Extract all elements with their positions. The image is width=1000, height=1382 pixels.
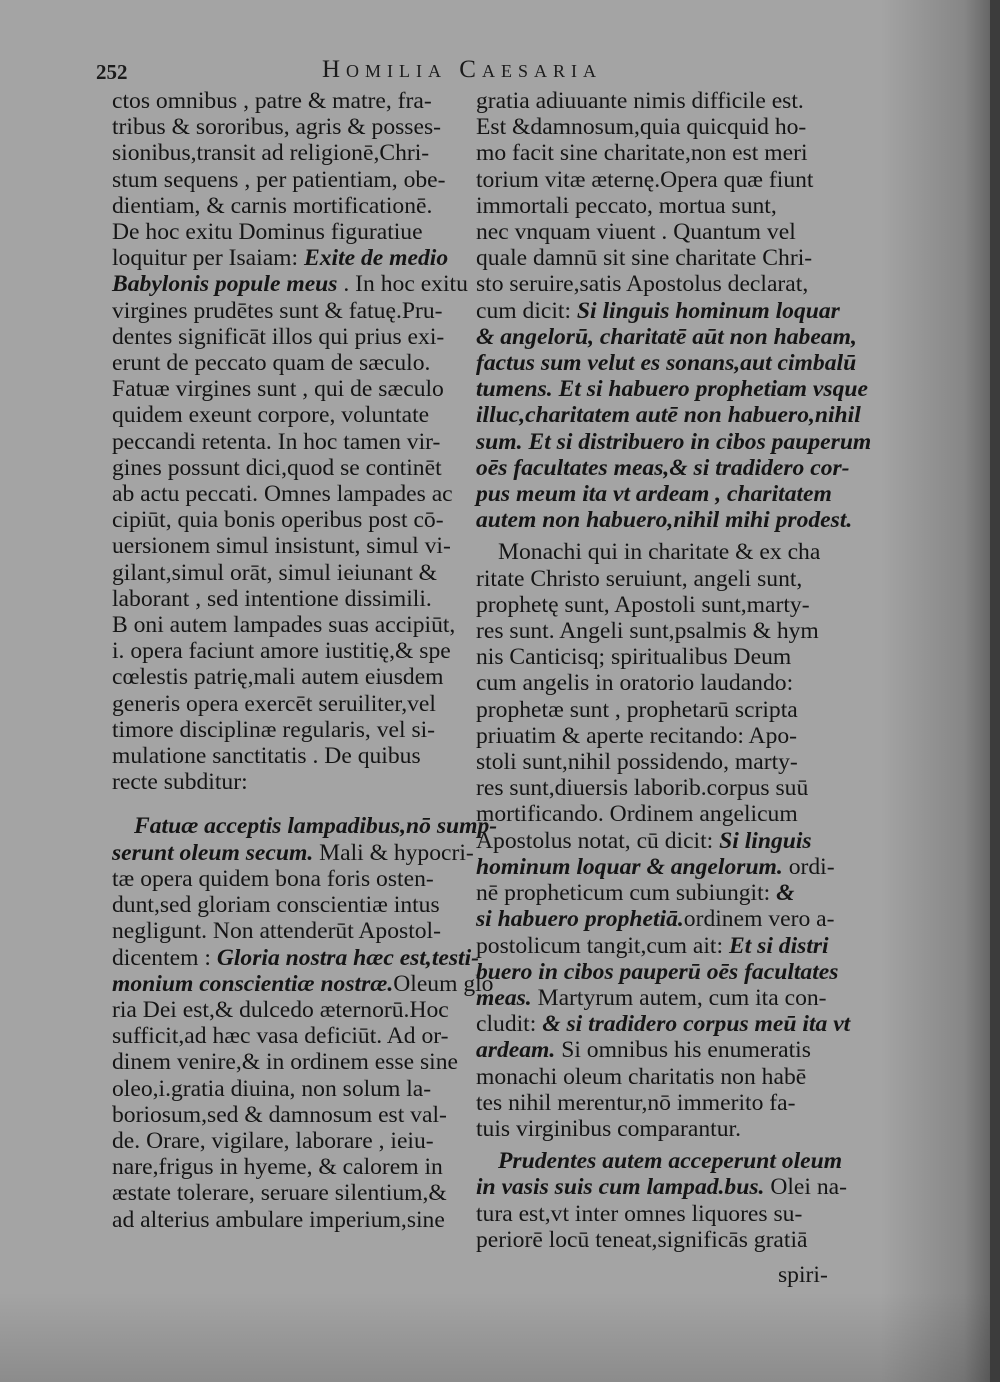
text-line: B oni autem lampades suas accipiūt, <box>112 612 456 639</box>
quotation-text: Si linguis <box>719 827 812 854</box>
text-line: immortali peccato, mortua sunt, <box>476 192 777 219</box>
text-line: illuc,charitatem autē non habuero,nihil <box>476 402 861 429</box>
text-line: cludit: & si tradidero corpus meū ita vt <box>476 1011 851 1038</box>
quotation-text: si habuero prophetiā. <box>476 906 684 933</box>
text-line: nare,frigus in hyeme, & calorem in <box>112 1154 443 1181</box>
quotation-text: Exite de medio <box>303 245 449 272</box>
quotation-text: serunt oleum secum. <box>112 839 314 866</box>
text-line: gines possunt dici,quod se continēt <box>112 454 442 481</box>
text-line: monium conscientiæ nostræ.Oleum glo <box>112 970 494 997</box>
text-line: Fatuæ virgines sunt , qui de sæculo <box>112 376 444 403</box>
text-line: postolicum tangit,cum ait: Et si distri <box>476 932 829 959</box>
text-line: cum dicit: Si linguis hominum loquar <box>476 297 840 324</box>
text-line: si habuero prophetiā.ordinem vero a- <box>476 906 835 933</box>
text-line: dicentem : Gloria nostra hæc est,testi- <box>112 944 479 971</box>
quotation-text: in vasis suis cum lampad.bus. <box>476 1174 765 1201</box>
text-line: timore disciplinæ regularis, vel si- <box>112 716 436 743</box>
text-line: tumens. Et si habuero prophetiam vsque <box>476 376 868 403</box>
text-line: tæ opera quidem bona foris osten- <box>112 865 434 892</box>
quotation-text: meas. <box>476 984 532 1011</box>
text-line: erunt de peccato quam de sæculo. <box>112 350 431 377</box>
quotation-text: hominum loquar & angelorum. <box>476 853 783 880</box>
text-line: loquitur per Isaiam: Exite de medio <box>112 245 449 272</box>
text-line: De hoc exitu Dominus figuratiue <box>112 219 423 246</box>
text-line: priuatim & aperte recitando: Apo- <box>476 722 798 749</box>
text-line: Monachi qui in charitate & ex cha <box>498 539 821 566</box>
text-line: uersionem simul insistunt, simul vi- <box>112 533 451 560</box>
text-line: cœlestis patrię,mali autem eiusdem <box>112 664 444 691</box>
text-line: gilant,simul orāt, simul ieiunant & <box>112 559 438 586</box>
text-line: de. Orare, vigilare, laborare , ieiu- <box>112 1127 434 1154</box>
text-line: meas. Martyrum autem, cum ita con- <box>476 984 827 1011</box>
quotation-text: ardeam. <box>476 1037 556 1064</box>
text-line: ctos omnibus , patre & matre, fra- <box>112 88 432 114</box>
quotation-text: & si tradidero corpus meū ita vt <box>542 1011 851 1038</box>
text-line: ab actu peccati. Omnes lampades ac <box>112 481 453 508</box>
text-line: & angelorū, charitatē aūt non habeam, <box>476 323 857 350</box>
text-line: dientiam, & carnis mortificationē. <box>112 192 433 219</box>
right-text-column <box>476 88 872 1253</box>
running-head: Homilia Caesaria <box>322 56 602 83</box>
text-line: cipiūt, quia bonis operibus post cō- <box>112 507 444 534</box>
text-line: dentes significāt illos qui prius exi- <box>112 323 445 350</box>
text-line: tes nihil merentur,nō immerito fa- <box>476 1089 796 1116</box>
quotation-text: Gloria nostra hæc est,testi- <box>216 944 479 971</box>
text-line: periorē locū teneat,significās gratiā <box>476 1226 808 1253</box>
text-line: prophetę sunt, Apostoli sunt,marty- <box>476 591 810 618</box>
text-line: nis Canticisq; spiritualibus Deum <box>476 644 792 671</box>
text-line: res sunt. Angeli sunt,psalmis & hym <box>476 618 819 645</box>
text-line: sum. Et si distribuero in cibos pauperum <box>476 428 872 455</box>
text-line: sto seruire,satis Apostolus declarat, <box>476 271 809 298</box>
text-line: tribus & sororibus, agris & posses- <box>112 114 441 141</box>
text-line: oleo,i.gratia diuina, non solum la- <box>112 1075 432 1102</box>
text-line: recte subditur: <box>112 769 248 796</box>
text-line <box>112 813 498 840</box>
text-line: Apostolus notat, cū dicit: Si linguis <box>476 827 812 854</box>
text-line: Prudentes autem acceperunt oleum <box>498 1148 843 1175</box>
text-line: stoli sunt,nihil possidendo, marty- <box>476 749 798 776</box>
quotation-text: Si linguis hominum loquar <box>576 297 840 324</box>
text-line: quidem exeunt corpore, voluntate <box>112 402 430 429</box>
text-line: mortificando. Ordinem angelicum <box>476 801 798 828</box>
text-line: Babylonis popule meus . In hoc exitu <box>112 271 468 298</box>
left-text-column <box>112 88 498 1233</box>
text-line: ritate Christo seruiunt, angeli sunt, <box>476 565 803 592</box>
text-line: peccandi retenta. In hoc tamen vir- <box>112 428 441 455</box>
text-line: gratia adiuuante nimis difficile est. <box>476 88 804 114</box>
text-line: nec vnquam viuent . Quantum vel <box>476 219 796 246</box>
quotation-text: Fatuæ acceptis lampadibus,nō sump- <box>134 813 498 840</box>
paragraph-gap <box>112 795 472 813</box>
text-line: pus meum ita vt ardeam , charitatem <box>476 481 832 508</box>
text-line: cum angelis in oratorio laudando: <box>476 670 794 697</box>
text-line: ad alterius ambulare imperium,sine <box>112 1206 445 1233</box>
text-line: sionibus,transit ad religionē,Chri- <box>112 140 430 167</box>
text-line: nē propheticum cum subiungit: & <box>476 880 795 907</box>
page-edge <box>990 0 1000 1382</box>
text-line: sufficit,ad hæc vasa deficiūt. Ad or- <box>112 1023 449 1050</box>
quotation-text: & <box>776 880 795 907</box>
text-line: æstate tolerare, seruare silentium,& <box>112 1180 447 1207</box>
text-line: in vasis suis cum lampad.bus. Olei na- <box>476 1174 847 1201</box>
text-line: buero in cibos pauperū oēs facultates <box>476 958 839 985</box>
catchword: spiri- <box>778 1262 828 1288</box>
page-number: 252 <box>96 60 128 84</box>
text-line: laborant , sed intentione dissimili. <box>112 585 432 612</box>
text-line: dunt,sed gloriam conscientiæ intus <box>112 892 440 919</box>
text-line: boriosum,sed & damnosum est val- <box>112 1101 447 1128</box>
text-line: serunt oleum secum. Mali & hypocri- <box>112 839 474 866</box>
quotation-text: Et si distri <box>728 932 829 959</box>
page-shadow-bottom <box>0 1292 1000 1382</box>
text-line: res sunt,diuersis laborib.corpus suū <box>476 775 809 802</box>
page-shadow-right <box>880 0 1000 1382</box>
text-line: factus sum velut es sonans,aut cimbalū <box>476 350 857 377</box>
text-line: hominum loquar & angelorum. ordi- <box>476 853 835 880</box>
text-line: negligunt. Non attenderūt Apostol- <box>112 918 441 945</box>
text-line: virgines prudētes sunt & fatuę.Pru- <box>112 297 443 324</box>
text-line: generis opera exercēt seruiliter,vel <box>112 690 436 717</box>
text-line: i. opera faciunt amore iustitię,& spe <box>112 638 451 665</box>
text-line: dinem venire,& in ordinem esse sine <box>112 1049 458 1076</box>
text-line: ria Dei est,& dulcedo æternorū.Hoc <box>112 996 449 1023</box>
text-line: torium vitæ æternę.Opera quæ fiunt <box>476 166 814 193</box>
text-line: autem non habuero,nihil mihi prodest. <box>476 507 853 534</box>
text-line: mo facit sine charitate,non est meri <box>476 140 808 167</box>
text-line: prophetæ sunt , prophetarū scripta <box>476 696 798 723</box>
text-line: stum sequens , per patientiam, obe- <box>112 166 446 193</box>
quotation-text: monium conscientiæ nostræ. <box>112 970 394 997</box>
quotation-text: Babylonis popule meus <box>112 271 338 298</box>
text-line: ardeam. Si omnibus his enumeratis <box>476 1037 811 1064</box>
text-line: quale damnū sit sine charitate Chri- <box>476 245 813 272</box>
text-line: oēs facultates meas,& si tradidero cor- <box>476 454 850 481</box>
text-line: Est &damnosum,quia quicquid ho- <box>476 114 807 141</box>
text-line: tuis virginibus comparantur. <box>476 1115 741 1142</box>
text-line: monachi oleum charitatis non habē <box>476 1063 807 1090</box>
text-line: tura est,vt inter omnes liquores su- <box>476 1200 803 1227</box>
text-line: mulatione sanctitatis . De quibus <box>112 743 421 770</box>
